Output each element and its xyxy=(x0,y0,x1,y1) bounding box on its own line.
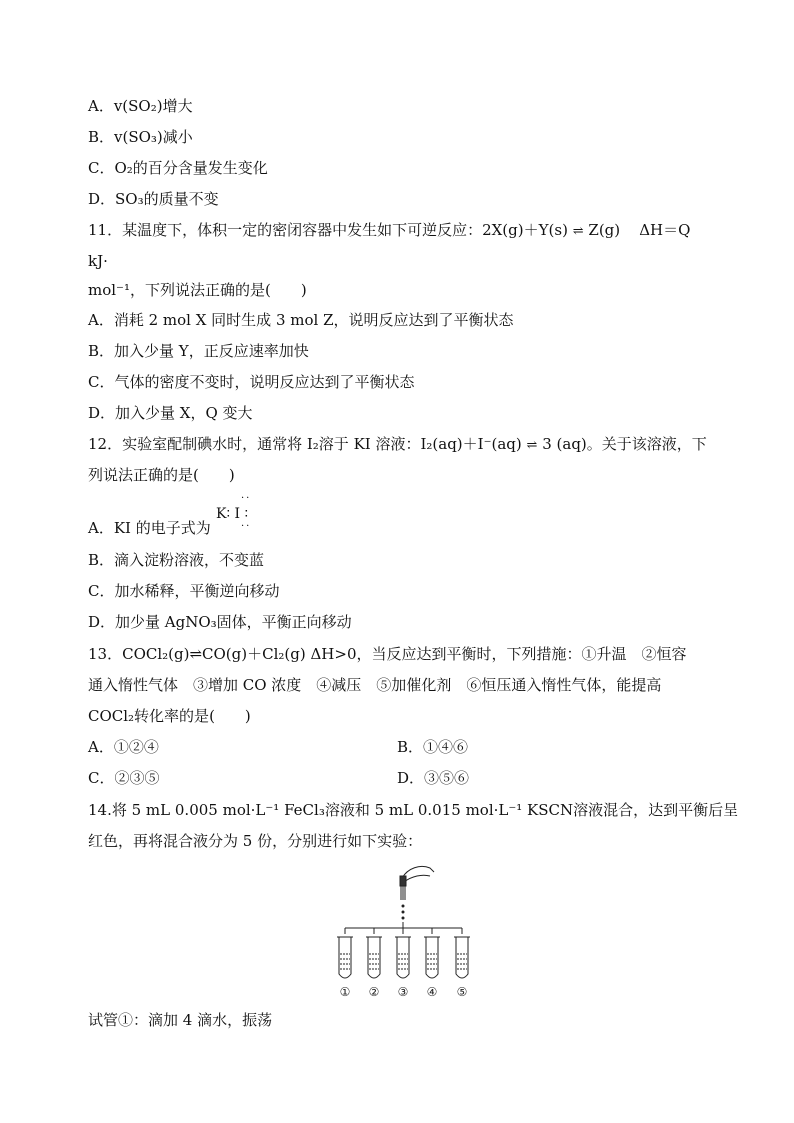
tube-label-2: ② xyxy=(368,985,380,999)
tube-label-5: ⑤ xyxy=(456,985,468,999)
q13-option-b: B．①④⑥ xyxy=(397,738,469,756)
test-tube-1-icon xyxy=(337,937,353,978)
q13-option-c: C．②③⑤ xyxy=(88,769,160,787)
equilibrium-arrow-icon: ⇌ xyxy=(526,438,538,453)
q12-option-b: B．滴入淀粉溶液，不变蓝 xyxy=(88,551,265,569)
q14-tube1-instruction: 试管①：滴加 4 滴水，振荡 xyxy=(88,1011,273,1029)
q12-stem-line1 xyxy=(88,434,707,456)
test-tube-figure xyxy=(330,858,480,1000)
q11-stem xyxy=(88,220,728,242)
ki-electron-formula: K∶ I ∶ xyxy=(216,506,249,522)
q12-option-a-text: A．KI 的电子式为 xyxy=(88,519,211,537)
q11-stem-line2: kJ· xyxy=(88,252,108,270)
lone-pair-dots-bottom-icon: ·· xyxy=(241,521,252,532)
tube-label-1: ① xyxy=(339,985,351,999)
q10-option-d: D．SO₃的质量不变 xyxy=(88,190,219,208)
lone-pair-dots-top-icon: ·· xyxy=(241,493,252,504)
tube-label-3: ③ xyxy=(397,985,409,999)
test-tube-diagram xyxy=(330,858,480,1000)
q13-option-a: A．①②④ xyxy=(88,738,159,756)
equilibrium-arrow-icon: ⇌ xyxy=(572,224,584,239)
test-tube-2-icon xyxy=(366,937,382,978)
q11-option-a: A．消耗 2 mol X 同时生成 3 mol Z，说明反应达到了平衡状态 xyxy=(88,311,514,329)
q13-stem-line2: 通入惰性气体 ③增加 CO 浓度 ④减压 ⑤加催化剂 ⑥恒压通入惰性气体，能提高 xyxy=(88,676,662,694)
q12-option-d: D．加少量 AgNO₃固体，平衡正向移动 xyxy=(88,613,352,631)
q10-option-a: A．v(SO₂)增大 xyxy=(88,97,193,115)
q12-stem-line2: 列说法正确的是( ) xyxy=(88,466,235,484)
test-tube-5-icon xyxy=(454,937,470,978)
q13-option-d: D．③⑤⑥ xyxy=(397,769,470,787)
q12-stem-tail: 3 (aq)。关于该溶液，下 xyxy=(542,435,707,453)
q11-stem-line1: 11．某温度下，体积一定的密闭容器中发生如下可逆反应：2X(g)＋Y(s) xyxy=(88,221,568,239)
q11-stem-eq-tail: Z(g) ΔH＝Q xyxy=(588,221,691,239)
q11-option-c: C．气体的密度不变时，说明反应达到了平衡状态 xyxy=(88,373,415,391)
q14-stem-line1: 14.将 5 mL 0.005 mol·L⁻¹ FeCl₃溶液和 5 mL 0.015 mol·L⁻¹ KSCN溶液混合，达到平衡后呈 xyxy=(88,801,739,819)
distribution-bracket xyxy=(345,922,462,934)
q12-option-a xyxy=(88,518,211,538)
q11-option-b: B．加入少量 Y，正反应速率加快 xyxy=(88,342,309,360)
test-tubes xyxy=(337,937,470,978)
q13-stem-line1: 13．COCl₂(g)⇌CO(g)＋Cl₂(g) ΔH>0，当反应达到平衡时，下列措施：①升温 ②恒容 xyxy=(88,645,687,663)
q11-option-d: D．加入少量 X，Q 变大 xyxy=(88,404,253,422)
tube-label-4: ④ xyxy=(426,985,438,999)
q10-option-b: B．v(SO₃)减小 xyxy=(88,128,193,146)
hand-dropper-icon xyxy=(400,866,434,919)
q13-stem-line3: COCl₂转化率的是( ) xyxy=(88,707,251,725)
q12-option-c: C．加水稀释，平衡逆向移动 xyxy=(88,582,280,600)
q12-stem-text: 12．实验室配制碘水时，通常将 I₂溶于 KI 溶液：I₂(aq)＋I⁻(aq) xyxy=(88,435,522,453)
q11-stem-line3: mol⁻¹，下列说法正确的是( ) xyxy=(88,281,307,299)
test-tube-3-icon xyxy=(395,937,411,978)
test-tube-4-icon xyxy=(424,937,440,978)
q10-option-c: C．O₂的百分含量发生变化 xyxy=(88,159,268,177)
q14-stem-line2: 红色，再将混合液分为 5 份，分别进行如下实验： xyxy=(88,832,423,850)
